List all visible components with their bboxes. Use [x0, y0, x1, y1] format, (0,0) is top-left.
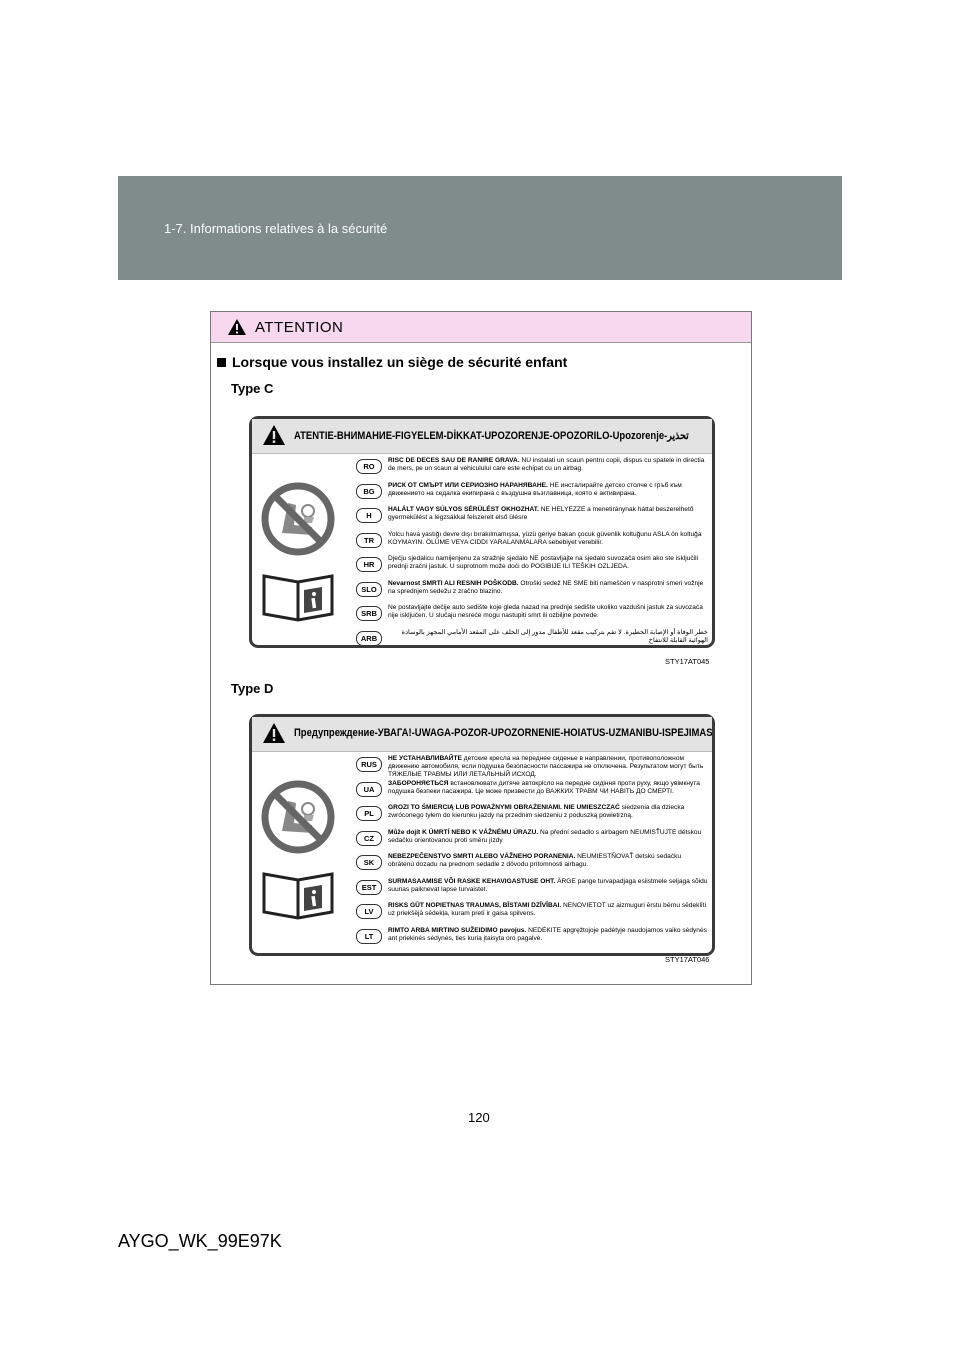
warning-text	[388, 531, 708, 548]
warning-icon	[262, 722, 286, 744]
type-d-label-title: Предупреждение-УВАГА!-UWAGA-POZOR-UPOZORNENIE-HOIATUS-UZMANIBU-ISPEJIMAS	[294, 727, 713, 739]
warning-text-body: NENOVIETOT uz aizmuguri ērstu bērnu sēdeklīti uz priekšējā sēdekļa, kuram pretī ir gaisa spilvens.	[388, 902, 707, 917]
warning-text-body: НЕ инсталирайте детско столче с гръб към движението на седалка екипирана с въздушна възглавница, която е активирана.	[388, 481, 682, 497]
type-c-label-title: ATENTIE-ВНИМАНИЕ-FIGYELEM-DİKKAT-UPOZORENJE-OPOZORILO-Upozorenje-تحذير	[294, 430, 689, 442]
language-row-ua	[356, 780, 708, 802]
warning-text	[388, 629, 708, 646]
language-row-slo	[356, 580, 708, 602]
warning-text	[388, 902, 708, 919]
warning-text	[388, 878, 708, 895]
warning-icon	[227, 318, 247, 336]
warning-text	[388, 853, 708, 870]
warning-text-bold: RISKS GŪT NOPIETNAS TRAUMAS, BĪSTAMI DZĪVĪBAI.	[388, 902, 562, 909]
warning-text-bold: HALÁLT VAGY SÚLYOS SÉRÜLÉST OKHOZHAT.	[388, 506, 539, 513]
warning-text-bold: NEBEZPEČENSTVO SMRTI ALEBO VÁŽNEHO PORANENIA.	[388, 853, 576, 860]
warning-text-body: NE HELYEZZE a menetiránynak háttal beszerelhető gyermekülést a légzsákkal felszerelt első ülésre	[388, 506, 694, 521]
language-row-h	[356, 506, 708, 528]
language-row-hr	[356, 555, 708, 577]
language-row-arb	[356, 629, 708, 651]
type-c-figure-code: STY17AT045	[665, 657, 710, 666]
document-id: AYGO_WK_99E97K	[118, 1231, 282, 1251]
warning-text	[388, 457, 708, 474]
warning-text	[388, 580, 708, 597]
type-d-figure-code: STY17AT046	[665, 955, 710, 964]
language-row-est	[356, 878, 708, 900]
type-c-label: Type C	[231, 381, 274, 396]
language-code-badge: PL	[356, 806, 382, 821]
bullet-square-icon	[217, 358, 226, 367]
warning-text	[388, 755, 708, 778]
page-number: 120	[468, 1110, 490, 1125]
type-d-warning-label	[249, 714, 715, 956]
language-code-badge: UA	[356, 782, 382, 797]
language-row-lv	[356, 902, 708, 924]
language-row-cz	[356, 829, 708, 851]
warning-text-body: детские кресла на переднее сиденье в направлении, противоположном движению автомобиля, если подушка безопасности пассажира не отключена. Результатом могут быть ТЯЖЕЛЫЕ ТРАВМЫ ИЛИ ЛЕТАЛЬНЫЙ ИСХОД.	[388, 755, 704, 778]
type-d-label: Type D	[231, 681, 274, 696]
subheading	[217, 354, 567, 370]
language-row-pl	[356, 804, 708, 826]
warning-text-body: Dječju sjedalicu namijenjenu za stražnje sjedalo NE postavljajte na sjedalo suvozača osim ako ste isključili prednji zračni jastuk. U suprotnom može doći do POGIBIJE ILI TEŠKIH OZLJEDA.	[388, 555, 699, 570]
type-d-label-header	[252, 717, 712, 752]
language-code-badge: SLO	[356, 582, 382, 597]
language-row-srb	[356, 604, 708, 626]
attention-header	[211, 312, 751, 343]
no-rear-facing-seat-icon	[258, 481, 338, 557]
language-row-tr	[356, 531, 708, 553]
language-code-badge: ARB	[356, 631, 382, 646]
language-code-badge: HR	[356, 557, 382, 572]
warning-text-body: NEUMIESTŇOVAŤ detskú sedačku obrátenú dozadu na prednom sedadle z dôvodu prítomnosti airbagu.	[388, 853, 682, 868]
language-code-badge: H	[356, 508, 382, 523]
warning-text	[388, 829, 708, 846]
section-title: 1-7. Informations relatives à la sécurité	[164, 221, 388, 236]
warning-text-bold: НЕ УСТАНАВЛИВАЙТЕ	[388, 755, 462, 762]
warning-text	[388, 780, 708, 797]
warning-text-bold: RIMTO ARBA MIRTINO SUŽEIDIMO pavojus.	[388, 926, 527, 934]
warning-text-body: NU instalati un scaun pentru copii, dispus cu spatele in directia de mers, pe un scaun al vehiculului care este echipat cu un airbag.	[388, 457, 705, 472]
attention-label: ATTENTION	[255, 319, 344, 336]
type-c-language-rows	[356, 457, 708, 653]
language-code-badge: RO	[356, 459, 382, 474]
language-code-badge: LT	[356, 929, 382, 944]
language-code-badge: LV	[356, 904, 382, 919]
type-d-language-rows	[356, 755, 708, 951]
type-d-pictograms	[258, 779, 340, 923]
warning-text-body: Ne postavljajte dečije auto sedište koje gleda nazad na prednje sedište ukoliko vazdušni jastuk za suvozača nije isključen. U slučaju nesreće mogu nastupiti smrt ili ozbiljne povrede.	[388, 604, 703, 619]
warning-text-body: خطر الوفاة أو الإصابة الخطيرة. لا تقم بتركيب مقعد للأطفال مدور إلى الخلف على المقعد الأمامي المجهز بالوسادة الهوائية القابلة للانتفاخ	[401, 628, 708, 644]
section-header-band	[118, 176, 842, 280]
type-c-pictograms	[258, 481, 340, 625]
warning-text	[388, 804, 708, 821]
language-row-lt	[356, 927, 708, 949]
type-c-label-header	[252, 419, 712, 454]
warning-text-body: Otroški sedež NE SME biti nameščen v nasprotni smeri vožnje na sprednjem sedežu z zračno blazino.	[388, 579, 704, 595]
warning-text	[388, 927, 708, 944]
language-row-ro	[356, 457, 708, 479]
warning-text	[388, 555, 708, 572]
warning-text-bold: SURMASAAMISE VÕI RASKE KEHAVIGASTUSE OHT.	[388, 877, 556, 885]
language-row-sk	[356, 853, 708, 875]
language-code-badge: TR	[356, 533, 382, 548]
subheading-text: Lorsque vous installez un siège de sécurité enfant	[232, 354, 568, 370]
warning-text-body: NEDĖKITE apgręžtojoje padėtyje naudojamos vaiko sėdynės ant priekinės sėdynės, ties kuria įtaisyta oro pagalvė.	[388, 926, 707, 942]
warning-text-bold: ЗАБОРОНЯЄТЬСЯ	[388, 779, 449, 787]
type-c-warning-label	[249, 416, 715, 648]
warning-text-body: встановлювати дитяче автокрісло на передне сидіння проти руху, якщо увімкнута подушка безпеки пасажира. Це може призвести до ВАЖКИХ ТРАВМ ЧИ НАВІТЬ ДО СМЕРТІ.	[388, 779, 700, 795]
manual-info-icon	[258, 568, 338, 620]
language-code-badge: BG	[356, 484, 382, 499]
language-code-badge: EST	[356, 880, 382, 895]
language-row-bg	[356, 482, 708, 504]
warning-text-bold: Nevarnost SMRTI ALI RESNIH POŠKODB.	[388, 579, 519, 587]
language-code-badge: RUS	[356, 757, 382, 772]
attention-box	[210, 311, 752, 985]
warning-text-bold: РИСК ОТ СМЪРТ ИЛИ СЕРИОЗНО НАРАНЯВАНЕ.	[388, 481, 548, 489]
manual-info-icon	[258, 866, 338, 918]
warning-text	[388, 482, 708, 499]
language-code-badge: SK	[356, 855, 382, 870]
warning-icon	[262, 424, 286, 446]
language-row-rus	[356, 755, 708, 777]
language-code-badge: SRB	[356, 606, 382, 621]
no-rear-facing-seat-icon	[258, 779, 338, 855]
language-code-badge: CZ	[356, 831, 382, 846]
warning-text-body: ÄRGE pange turvapadjaga esiistmele seljaga sõidu suunas paiknevat lapse turvaistet.	[388, 877, 708, 893]
warning-text-bold: Může dojít K ÚMRTÍ NEBO K VÁŽNÉMU ÚRAZU.	[388, 828, 539, 836]
warning-text-bold: RISC DE DECES SAU DE RANIRE GRAVA.	[388, 457, 520, 464]
warning-text-body: siedzenia dla dziecka zwróconego tyłem do kierunku jazdy na przednim siedzeniu z poduszką powietrzną.	[388, 804, 685, 819]
warning-text	[388, 506, 708, 523]
warning-text-body: Na přední sedadlo s airbagem NEUMISŤUJTE dětskou sedačku orientovanou proti směru jízdy	[388, 828, 702, 844]
warning-text	[388, 604, 708, 621]
warning-text-body: Yolcu hava yastığı devre dışı bırakılmamışsa, yüzü geriye bakan çocuk güvenlik koltuğunu ASLA ön koltuğa KOYMAYIN. ÖLÜME VEYA CIDDI YARALANMALARA sebebiyet verebilir.	[388, 530, 702, 546]
warning-text-bold: GROZI TO ŚMIERCIĄ LUB POWAŻNYMI OBRAŻENIAMI. NIE UMIESZCZAĆ	[388, 804, 620, 811]
